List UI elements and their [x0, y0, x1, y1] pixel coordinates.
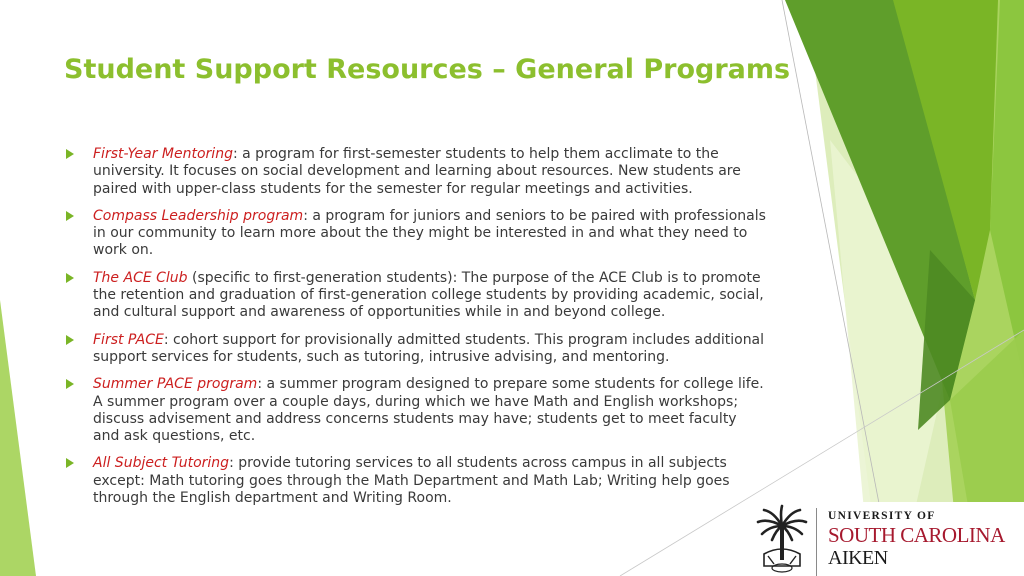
bullet-item [66, 332, 766, 367]
logo-text-university-of: UNIVERSITY OF [828, 510, 936, 522]
program-description: : a program for first-semester students to help them acclimate to the university. It focuses on social development and learning about resources. New students are paired with upper-class students for the semester for regular meetings and activities. [93, 146, 741, 197]
program-description: : a program for juniors and seniors to be paired with professionals in our community to learn more about the they might be interested in and what they need to work on. [93, 207, 766, 259]
program-description: : cohort support for provisionally admitted students. This program includes additional support services for students, such as tutoring, intrusive advising, and mentoring. [93, 331, 765, 365]
bullet-item [66, 208, 766, 260]
program-name: First PACE [93, 331, 164, 348]
bullet-arrow-icon [66, 149, 74, 159]
bullet-arrow-icon [66, 379, 74, 389]
logo-text-south-carolina: SOUTH CAROLINA [828, 523, 1005, 547]
logo-divider [816, 508, 817, 576]
program-name: All Subject Tutoring [93, 455, 230, 472]
program-name: The ACE Club [93, 269, 188, 286]
program-description: : a summer program designed to prepare some students for college life. A summer program over a couple days, during which we have Math and English workshops; discuss advisement and address concerns students may have; students get to meet faculty and ask questions, etc. [93, 376, 764, 445]
program-description: (specific to first-generation students): The purpose of the ACE Club is to promote the retention and graduation of first-generation college students by providing academic, social, and cultural support and awareness of opportunities while in and beyond college. [93, 269, 764, 321]
program-description: : provide tutoring services to all students across campus in all subjects except: Math tutoring goes through the Math Department and Math Lab; Writing help goes through the English department and Writing Room. [93, 455, 730, 507]
university-logo [750, 502, 1024, 576]
bullet-arrow-icon [66, 211, 74, 221]
slide-title: Student Support Resources – General Programs [64, 54, 791, 85]
program-name: Summer PACE program [93, 376, 258, 393]
program-name: Compass Leadership program [93, 207, 304, 224]
bullet-item [66, 146, 766, 198]
bullet-item [66, 455, 766, 507]
program-name: First-Year Mentoring [93, 146, 233, 162]
palmetto-tree-icon [754, 504, 810, 574]
bullet-list [66, 146, 766, 507]
left-edge-sliver [0, 300, 36, 576]
bullet-item [66, 270, 766, 322]
bullet-item [66, 376, 766, 445]
bullet-arrow-icon [66, 458, 74, 468]
logo-text-aiken: AIKEN [828, 547, 888, 569]
bullet-arrow-icon [66, 335, 74, 345]
bullet-arrow-icon [66, 273, 74, 283]
